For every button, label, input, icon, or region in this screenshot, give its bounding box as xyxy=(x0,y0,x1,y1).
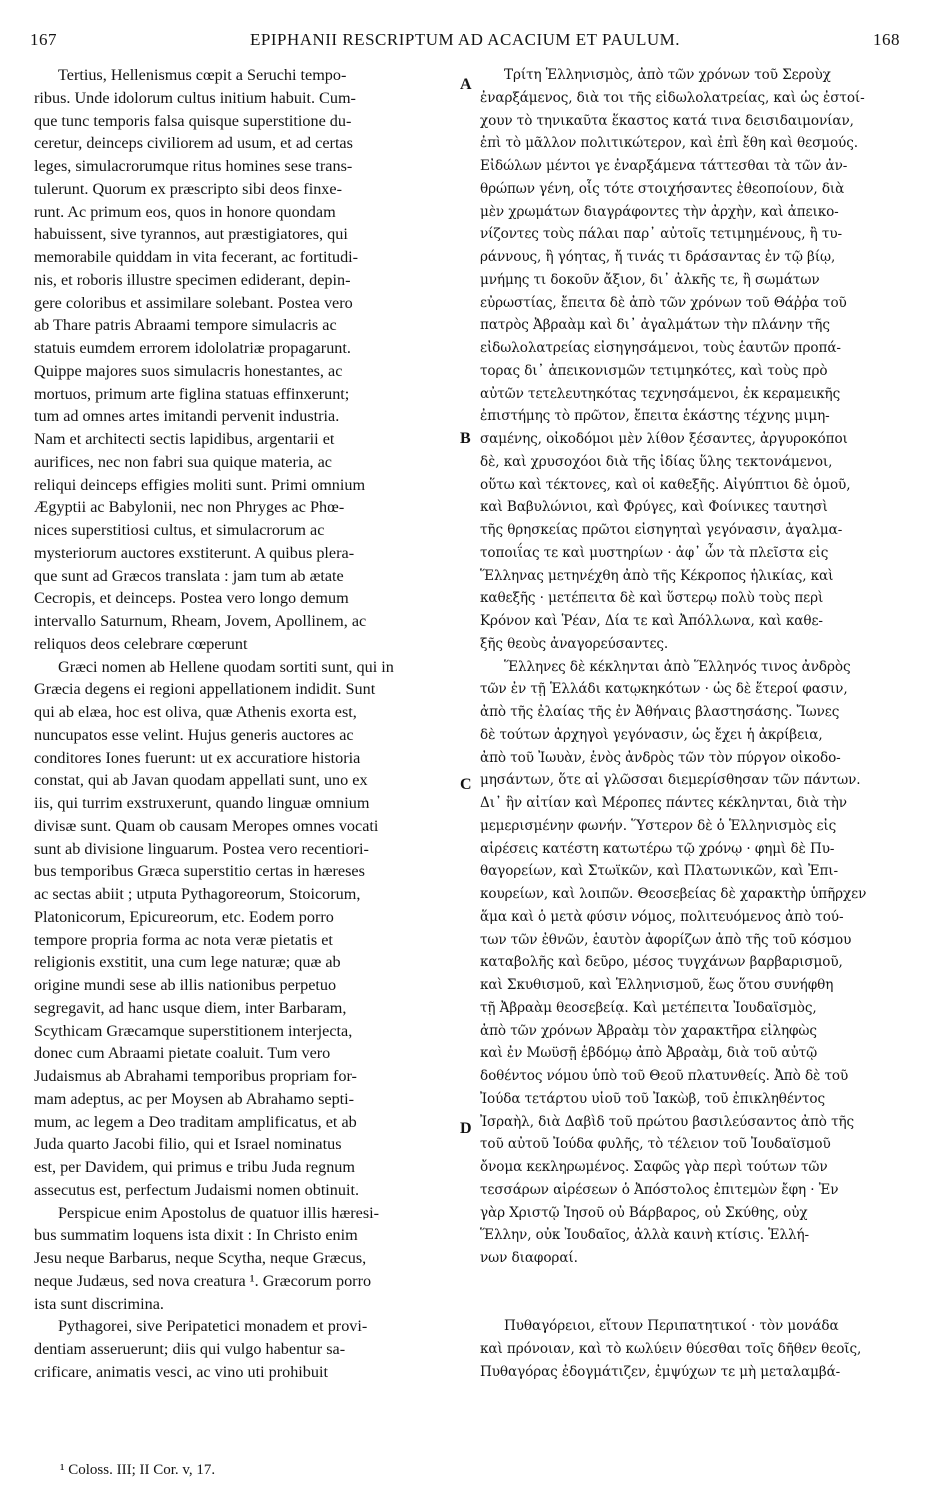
latin-line: dentiam asseruerunt; diis qui vulgo habentur sa- xyxy=(34,1340,346,1358)
greek-line: ὄνομα κεκληρωμένος. Σαφῶς γὰρ περὶ τούτων τῶν xyxy=(480,1159,828,1175)
latin-line: assecutus est, perfectum Judaismi nomen obtinuit. xyxy=(34,1180,360,1199)
page-number-right: 168 xyxy=(873,30,900,49)
greek-line: Ἕλληνες δὲ κέκληνται ἀπὸ Ἕλληνός τινος ἀνδρὸς xyxy=(504,658,851,675)
greek-line: Ἰούδα τετάρτου υἱοῦ τοῦ Ἰακὼβ, τοῦ ἐπικληθέντος xyxy=(480,1090,825,1107)
greek-line: ἀπὸ τῆς ἐλαίας τῆς ἐν Ἀθήναις βλαστησάσης. Ἴωνες xyxy=(480,704,840,720)
margin-marker-a: A xyxy=(460,76,472,93)
greek-line: ἅμα καὶ ὁ μετὰ φύσιν νόμος, πολιτευόμενος ἀπὸ τού- xyxy=(480,908,844,925)
margin-marker-b: B xyxy=(460,430,471,447)
latin-line: crificare, animatis vesci, ac vino uti prohibuit xyxy=(34,1362,328,1381)
greek-line: τῶν ἐν τῇ Ἑλλάδι κατῳκηκότων · ὡς δὲ ἕτεροί φασιν, xyxy=(480,681,848,698)
greek-line: τορας δι᾽ ἀπεικονισμῶν τετιμηκότες, καὶ τοὺς πρὸ xyxy=(480,362,828,379)
greek-line: εἰδωλολατρείας εἰσηγησάμενοι, τοὺς ἑαυτῶν προπά- xyxy=(480,340,841,356)
greek-line: Εἰδώλων μέντοι γε ἐναρξάμενα τάττεσθαι τὰ τῶν ἀν- xyxy=(480,158,848,174)
latin-line: neque Judæus, sed nova creatura ¹. Græcorum porro xyxy=(34,1271,372,1290)
greek-line: Ἕλληνας μετηνέχθη ἀπὸ τῆς Κέκροπος ἡλικίας, καὶ xyxy=(480,567,834,584)
greek-line: εὐρωστίας, ἔπειτα δὲ ἀπὸ τῶν χρόνων τοῦ Θάῤῥα τοῦ xyxy=(480,294,847,311)
latin-line: qui ab elæa, hoc est oliva, quæ Athenis exorta est, xyxy=(34,703,357,721)
latin-line: iis, qui turrim exstruxerunt, quando linguæ omnium xyxy=(34,794,370,812)
greek-line: Πυθαγόρειοι, εἴτουν Περιπατητικοί · τὸν μονάδα xyxy=(504,1318,839,1335)
greek-line: δοθέντος νόμου ὑπὸ τοῦ Θεοῦ πλατυνθείς. Ἀπὸ δὲ τοῦ xyxy=(480,1068,849,1084)
greek-line: Ἰσραὴλ, διὰ Δαβὶδ τοῦ πρώτου βασιλεύσαντος ἀπὸ τῆς xyxy=(480,1113,855,1130)
latin-line: Cecropis, et deinceps. Postea vero longo demum xyxy=(34,589,349,608)
latin-line: Pythagorei, sive Peripatetici monadem et provi- xyxy=(58,1317,368,1336)
greek-line: μησάντων, ὅτε αἱ γλῶσσαι διεμερίσθησαν τῶν πάντων. xyxy=(480,772,861,789)
greek-column xyxy=(480,64,895,1384)
latin-line: Græcia degens ei regioni appellationem indidit. Sunt xyxy=(34,680,376,699)
greek-line: Κρόνον καὶ Ῥέαν, Δία τε καὶ Ἀπόλλωνα, καὶ καθε- xyxy=(480,613,823,629)
greek-line: νίζοντες τοὺς πάλαι παρ᾽ αὐτοῖς τετιμημένους, ἢ τυ- xyxy=(480,226,842,243)
latin-line: religionis exstitit, una cum lege naturæ; quæ ab xyxy=(34,953,341,972)
greek-line: σαμένης, οἰκοδόμοι μὲν λίθον ξέσαντες, ἀργυροκόποι xyxy=(480,431,848,447)
greek-line: Πυθαγόρας ἐδογμάτιζεν, ἐμψύχων τε μὴ μεταλαμβά- xyxy=(480,1363,841,1380)
latin-line: Juda quarto Jacobi filio, qui et Israel nominatus xyxy=(34,1135,342,1154)
latin-line: origine mundi sese ab illis nationibus perpetuo xyxy=(34,976,337,994)
greek-line: αἱρέσεις κατέστη κατωτέρω τῷ χρόνῳ · φημὶ δὲ Πυ- xyxy=(480,840,835,857)
latin-line: Quippe majores suos simulacris honestantes, ac xyxy=(34,361,343,380)
latin-line: que sunt ad Græcos translata : jam tum ab ætate xyxy=(34,566,344,585)
margin-marker-c: C xyxy=(460,776,472,793)
greek-line: καὶ Σκυθισμοῦ, καὶ Ἑλληνισμοῦ, ἕως ὅτου συνήφθη xyxy=(480,977,834,993)
greek-line: ξῆς θεοὺς ἀναγορεύσαντες. xyxy=(480,635,669,652)
latin-line: mysteriorum auctores exstiterunt. A quibus plera- xyxy=(34,543,355,562)
greek-line: ἀπὸ τῶν χρόνων Ἀβραὰμ τὸν χαρακτῆρα εἰληφὼς xyxy=(480,1022,817,1039)
latin-line: tempore propria forma ac nota veræ pietatis et xyxy=(34,930,333,949)
greek-line: καὶ ἐν Μωϋσῇ ἑβδόμῳ ἀπὸ Ἀβραὰμ, διὰ τοῦ αὐτῷ xyxy=(480,1045,818,1062)
greek-line: καὶ πρόνοιαν, καὶ τὸ κωλύειν θύεσθαι τοῖς δῆθεν θεοῖς, xyxy=(480,1341,862,1357)
latin-line: Judaismus ab Abrahami temporibus propriam for- xyxy=(34,1067,357,1085)
latin-line: divisæ sunt. Quam ob causam Meropes omnes vocati xyxy=(34,816,379,835)
latin-line: segregavit, ad hanc usque diem, inter Barbaram, xyxy=(34,998,347,1017)
latin-line: que tunc temporis falsa quisque superstitione du- xyxy=(34,111,352,130)
latin-line: tulerunt. Quorum ex præscripto sibi deos finxe- xyxy=(34,179,342,198)
greek-line: νων διαφοραί. xyxy=(480,1250,578,1266)
greek-line: τῇ Ἀβραὰμ θεοσεβείᾳ. Καὶ μετέπειτα Ἰουδαϊσμὸς, xyxy=(480,999,817,1016)
latin-line: tum ad omnes artes imitandi pervenit industria. xyxy=(34,407,340,426)
greek-line: Δι᾽ ἣν αἰτίαν καὶ Μέροπες πάντες κέκληνται, διὰ τὴν xyxy=(480,795,847,811)
latin-column xyxy=(34,64,456,1384)
latin-line: nices superstitiosi cultus, et simulacrorum ac xyxy=(34,521,325,539)
greek-line: δὲ, καὶ χρυσοχόοι διὰ τῆς ἰδίας ὕλης τεκτονάμενοι, xyxy=(480,453,833,470)
latin-line: ceretur, deinceps civiliorem ad usum, et ad certas xyxy=(34,134,353,153)
latin-line: mum, ac legem a Deo traditam amplificatus, et ab xyxy=(34,1112,357,1131)
latin-line: Scythicam Græcamque superstitionem interjecta, xyxy=(34,1021,353,1040)
latin-line: Græci nomen ab Hellene quodam sortiti sunt, qui in xyxy=(58,657,394,676)
greek-line: Ἕλλην, οὐκ Ἰουδαῖος, ἀλλὰ καινὴ κτίσις. Ἑλλή- xyxy=(480,1227,810,1244)
greek-line: γὰρ Χριστῷ Ἰησοῦ οὐ Βάρβαρος, οὐ Σκύθης, οὐχ xyxy=(480,1204,808,1221)
latin-line: ista sunt discrimina. xyxy=(34,1294,164,1313)
greek-line: χουν τὸ τηνικαῦτα ἕκαστος κατά τινα δεισιδαιμονίαν, xyxy=(480,112,854,129)
latin-line: habuissent, sive tyrannos, aut præstigiatores, qui xyxy=(34,225,348,244)
latin-line: Perspicue enim Apostolus de quatuor illis hæresi- xyxy=(58,1203,380,1222)
margin-marker-d: D xyxy=(460,1120,472,1137)
latin-line: constat, qui ab Javan quodam appellati sunt, uno ex xyxy=(34,771,368,790)
greek-line: μεμερισμένην φωνήν. Ὕστερον δὲ ὁ Ἑλληνισμὸς εἰς xyxy=(480,817,837,834)
footnote: ¹ Coloss. III; II Cor. v, 17. xyxy=(60,1462,216,1478)
greek-line: ράννους, ἢ γόητας, ἤ τινάς τι δράσαντας ἐν τῷ βίῳ, xyxy=(480,249,836,265)
greek-line: τοποιΐας τε καὶ μυστηρίων · ἀφ᾽ ὧν τὰ πλεῖστα εἰς xyxy=(480,544,829,561)
latin-line: Jesu neque Barbarus, neque Scytha, neque Græcus, xyxy=(34,1249,367,1267)
latin-line: reliquos deos celebrare cœperunt xyxy=(34,634,248,653)
latin-line: ribus. Unde idolorum cultus initium habuit. Cum- xyxy=(34,88,356,107)
greek-line: πατρὸς Ἀβραὰμ καὶ δι᾽ ἀγαλμάτων τὴν πλάνην τῆς xyxy=(480,317,830,334)
latin-line: runt. Ac primum eos, quos in honore quondam xyxy=(34,202,336,221)
greek-line: αὐτῶν τετελευτηκότας τεχνησάμενοι, ἐκ κεραμεικῆς xyxy=(480,385,841,402)
greek-line: των τῶν ἐθνῶν, ἑαυτὸν ἀφορίζων ἀπὸ τῆς τοῦ κόσμου xyxy=(480,931,852,948)
latin-line: est, per Davidem, qui primus e tribu Juda regnum xyxy=(34,1158,355,1176)
latin-line: Tertius, Hellenismus cœpit a Seruchi tempo- xyxy=(58,66,347,84)
greek-line: κουρείων, καὶ λοιπῶν. Θεοσεβείας δὲ χαρακτὴρ ὑπῆρχεν xyxy=(480,886,867,902)
paragraph-gap xyxy=(480,1293,895,1316)
page-number-left: 167 xyxy=(30,30,57,49)
greek-line: καθεξῆς · μετέπειτα δὲ καὶ ὕστερῳ πολὺ τοὺς περὶ xyxy=(480,590,824,607)
latin-line: mortuos, primum arte figlina statuas effinxerunt; xyxy=(34,384,350,403)
greek-line: καταβολῆς καὶ δεῦρο, μέσος τυγχάνων βαρβαρισμοῦ, xyxy=(480,954,843,971)
latin-line: aurifices, nec non fabri sua quique materia, ac xyxy=(34,452,332,471)
greek-line: θρώπων γένη, οἷς τότε στοιχήσαντες ἐθεοποίουν, διὰ xyxy=(480,180,845,197)
greek-line: τῆς θρησκείας πρῶτοι εἰσηγηταὶ γεγόνασιν, ἀγαλμα- xyxy=(480,522,843,538)
latin-line: bus temporibus Græca superstitio certas in hæreses xyxy=(34,862,365,881)
greek-line: τοῦ αὐτοῦ Ἰούδα φυλῆς, τὸ τέλειον τοῦ Ἰουδαϊσμοῦ xyxy=(480,1136,831,1153)
greek-line: μνήμης τι δοκοῦν ἄξιον, δι᾽ ἀλκῆς τε, ἢ σωμάτων xyxy=(480,271,820,288)
greek-line: ἐναρξάμενος, διὰ τοι τῆς εἰδωλολατρείας, καὶ ὡς ἐστοί- xyxy=(480,89,865,106)
paragraph-gap xyxy=(480,1270,895,1293)
latin-line: nis, et roboris illustre specimen ediderant, depin- xyxy=(34,270,351,289)
latin-line: sunt ab divisione linguarum. Postea vero recentiori- xyxy=(34,839,369,858)
latin-line: gere coloribus et assimilare solebant. Postea vero xyxy=(34,293,353,312)
greek-line: ἀπὸ τοῦ Ἰωυὰν, ἑνὸς ἀνδρὸς τῶν τὸν πύργον οἰκοδο- xyxy=(480,749,841,766)
latin-line: ab Thare patris Abraami tempore simulacris ac xyxy=(34,316,337,335)
greek-line: Τρίτη Ἑλληνισμὸς, ἀπὸ τῶν χρόνων τοῦ Σεροὺχ xyxy=(504,67,831,83)
latin-line: reliqui deinceps effigies moliti sunt. Primi omnium xyxy=(34,475,366,494)
latin-line: Ægyptii ac Babylonii, nec non Phryges ac Phœ- xyxy=(34,498,345,517)
running-title: EPIPHANII RESCRIPTUM AD ACACIUM ET PAULUM. xyxy=(249,30,680,49)
latin-line: ac sectas abiit ; utputa Pythagoreorum, Stoicorum, xyxy=(34,885,361,903)
greek-line: θαγορείων, καὶ Στωϊκῶν, καὶ Πλατωνικῶν, καὶ Ἐπι- xyxy=(480,863,839,880)
latin-line: Nam et architecti sectis lapidibus, argentarii et xyxy=(34,430,335,448)
greek-line: δὲ τούτων ἀρχηγοὶ γεγόνασιν, ὡς ἔχει ἡ ἀκρίβεια, xyxy=(480,726,823,743)
running-header xyxy=(30,30,900,56)
greek-line: ἐπιστήμης τὸ πρῶτον, ἔπειτα ἑκάστης τέχνης μιμη- xyxy=(480,408,830,425)
latin-line: intervallo Saturnum, Rheam, Jovem, Apollinem, ac xyxy=(34,612,367,630)
latin-line: memorabile quiddam in vita fecerant, ac fortitudi- xyxy=(34,248,359,266)
greek-line: οὕτω καὶ τέκτονες, καὶ οἱ καθεξῆς. Αἰγύπτιοι δὲ ὁμοῦ, xyxy=(480,476,851,493)
latin-line: leges, simulacrorumque ritus homines sese trans- xyxy=(34,157,353,175)
greek-line: μὲν χρωμάτων διαγράφοντες τὴν ἀρχὴν, καὶ ἀπεικο- xyxy=(480,203,839,220)
latin-line: mam adeptus, ac per Moysen ab Abrahamo septi- xyxy=(34,1089,355,1108)
latin-line: statuis eumdem errorem idololatriæ propagarunt. xyxy=(34,339,351,357)
latin-line: donec cum Abraami pietate coaluit. Tum vero xyxy=(34,1044,331,1063)
latin-line: nuncupatos esse velint. Hujus generis auctores ac xyxy=(34,725,354,744)
latin-line: conditores Iones fuerunt: ut ex accuratiore historia xyxy=(34,748,361,767)
greek-line: ἐπὶ τὸ μᾶλλον πολιτικώτερον, καὶ ἐπὶ ἔθη καὶ θεσμούς. xyxy=(480,135,858,152)
latin-line: bus summatim loquens ista dixit : In Christo enim xyxy=(34,1226,358,1245)
greek-line: τεσσάρων αἱρέσεων ὁ Ἀπόστολος ἐπιτεμὼν ἔφη · Ἐν xyxy=(480,1181,839,1198)
greek-line: καὶ Βαβυλώνιοι, καὶ Φρύγες, καὶ Φοίνικες ταυτησὶ xyxy=(480,499,828,516)
latin-line: Platonicorum, Epicureorum, etc. Eodem porro xyxy=(34,907,334,926)
